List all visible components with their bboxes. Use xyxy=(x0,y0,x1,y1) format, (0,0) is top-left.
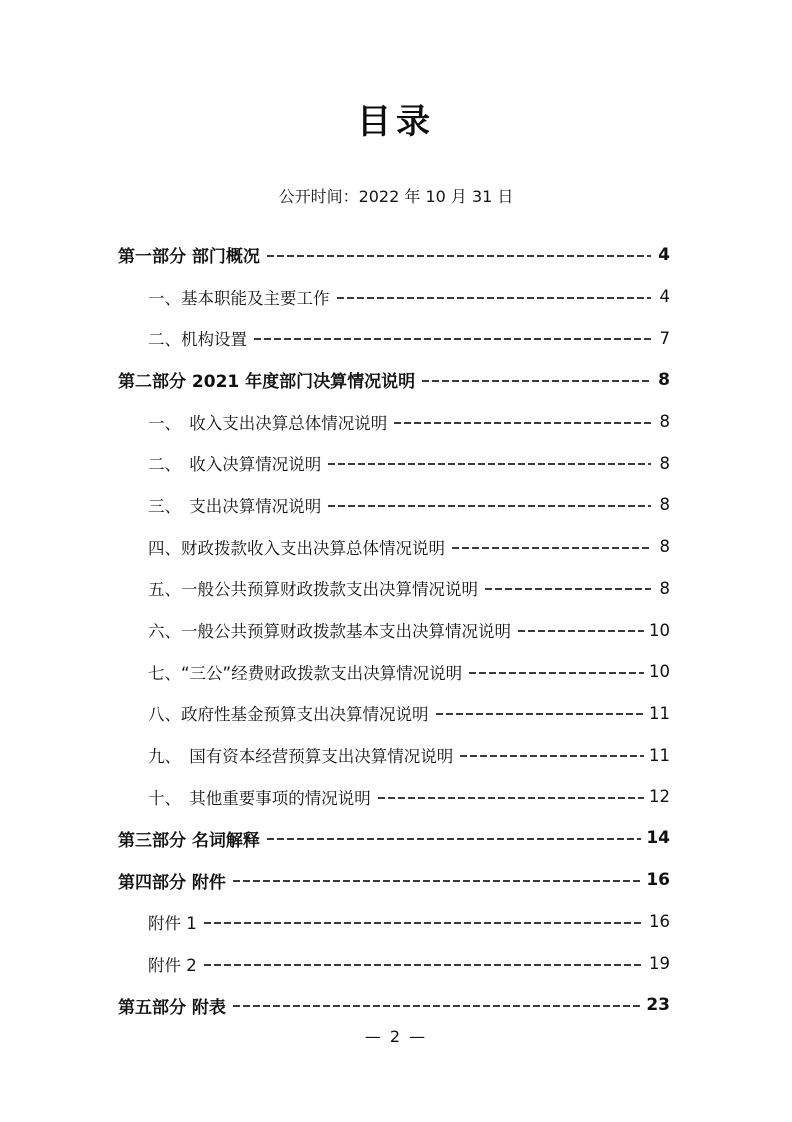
toc-entry-label: 三、 支出决算情况说明 xyxy=(148,496,322,516)
dash-leader xyxy=(204,922,644,924)
toc-page-number: 16 xyxy=(649,912,670,932)
toc-entry-label: 第五部分 附表 xyxy=(118,997,226,1018)
toc-page-number: 8 xyxy=(659,537,670,557)
toc-page-number: 8 xyxy=(658,369,670,390)
dash-leader xyxy=(436,713,645,715)
toc-row xyxy=(118,984,670,1026)
dash-leader xyxy=(233,1005,641,1007)
toc-page-number: 8 xyxy=(659,578,670,598)
dash-leader xyxy=(267,255,651,257)
toc-row xyxy=(118,276,670,318)
dash-leader xyxy=(394,422,651,424)
toc-row xyxy=(118,568,670,610)
dash-leader xyxy=(460,755,644,757)
toc-page-number: 4 xyxy=(659,287,670,307)
toc-page-number: 19 xyxy=(649,954,670,974)
dash-leader xyxy=(328,505,651,507)
toc-page-number: 11 xyxy=(649,745,670,765)
toc-entry-label: 第四部分 附件 xyxy=(118,872,226,893)
toc-row xyxy=(118,901,670,943)
toc-page-number: 8 xyxy=(659,495,670,515)
toc-entry-label: 一、 收入支出决算总体情况说明 xyxy=(148,413,388,433)
toc-page-number: 23 xyxy=(646,995,670,1016)
dash-leader xyxy=(422,380,651,382)
dash-leader xyxy=(452,547,651,549)
toc-page-number: 14 xyxy=(646,828,670,849)
toc-page-number: 8 xyxy=(659,453,670,473)
toc-row xyxy=(118,818,670,860)
dash-leader xyxy=(378,797,644,799)
toc-entry-label: 第二部分 2021 年度部门决算情况说明 xyxy=(118,372,416,393)
toc-page-number: 11 xyxy=(649,703,670,723)
page-number-footer: — 2 — xyxy=(364,1027,428,1046)
dash-leader xyxy=(267,838,641,840)
dash-leader xyxy=(204,964,644,966)
toc-entry-label: 二、机构设置 xyxy=(148,330,247,350)
toc-entry-label: 二、 收入决算情况说明 xyxy=(148,455,322,475)
toc-entry-label: 一、基本职能及主要工作 xyxy=(148,288,330,308)
toc-entry-label: 五、一般公共预算财政拨款支出决算情况说明 xyxy=(148,580,478,600)
dash-leader xyxy=(485,588,651,590)
toc-entry-label: 七、“三公”经费财政拨款支出决算情况说明 xyxy=(148,663,463,683)
toc-row xyxy=(118,234,670,276)
toc-row xyxy=(118,943,670,985)
dash-leader xyxy=(254,338,651,340)
toc-row xyxy=(118,651,670,693)
toc-row xyxy=(118,401,670,443)
toc-row xyxy=(118,859,670,901)
toc-entry-label: 附件 2 xyxy=(148,955,197,975)
dash-leader xyxy=(337,297,652,299)
toc-row xyxy=(118,526,670,568)
toc-page-number: 4 xyxy=(658,244,670,265)
toc-row xyxy=(118,317,670,359)
toc-row xyxy=(118,693,670,735)
dash-leader xyxy=(469,672,644,674)
toc-row xyxy=(118,609,670,651)
toc-entry-label: 附件 1 xyxy=(148,913,197,933)
table-of-contents xyxy=(118,234,670,1026)
toc-entry-label: 九、 国有资本经营预算支出决算情况说明 xyxy=(148,747,454,767)
toc-page-number: 10 xyxy=(649,620,670,640)
dash-leader xyxy=(233,880,641,882)
toc-row xyxy=(118,442,670,484)
toc-entry-label: 八、政府性基金预算支出决算情况说明 xyxy=(148,705,429,725)
toc-row xyxy=(118,359,670,401)
toc-entry-label: 四、财政拨款收入支出决算总体情况说明 xyxy=(148,538,445,558)
toc-page-number: 16 xyxy=(646,870,670,891)
toc-row xyxy=(118,776,670,818)
page-title: 目录 xyxy=(357,102,435,142)
toc-page-number: 12 xyxy=(649,787,670,807)
toc-entry-label: 六、一般公共预算财政拨款基本支出决算情况说明 xyxy=(148,622,511,642)
publish-date: 公开时间：2022 年 10 月 31 日 xyxy=(278,187,514,206)
toc-page-number: 8 xyxy=(659,412,670,432)
toc-row xyxy=(118,734,670,776)
toc-page-number: 7 xyxy=(659,328,670,348)
toc-row xyxy=(118,484,670,526)
toc-entry-label: 第一部分 部门概况 xyxy=(118,247,260,268)
dash-leader xyxy=(328,463,651,465)
toc-page-number: 10 xyxy=(649,662,670,682)
dash-leader xyxy=(518,630,644,632)
toc-entry-label: 第三部分 名词解释 xyxy=(118,830,260,851)
toc-entry-label: 十、 其他重要事项的情况说明 xyxy=(148,788,371,808)
